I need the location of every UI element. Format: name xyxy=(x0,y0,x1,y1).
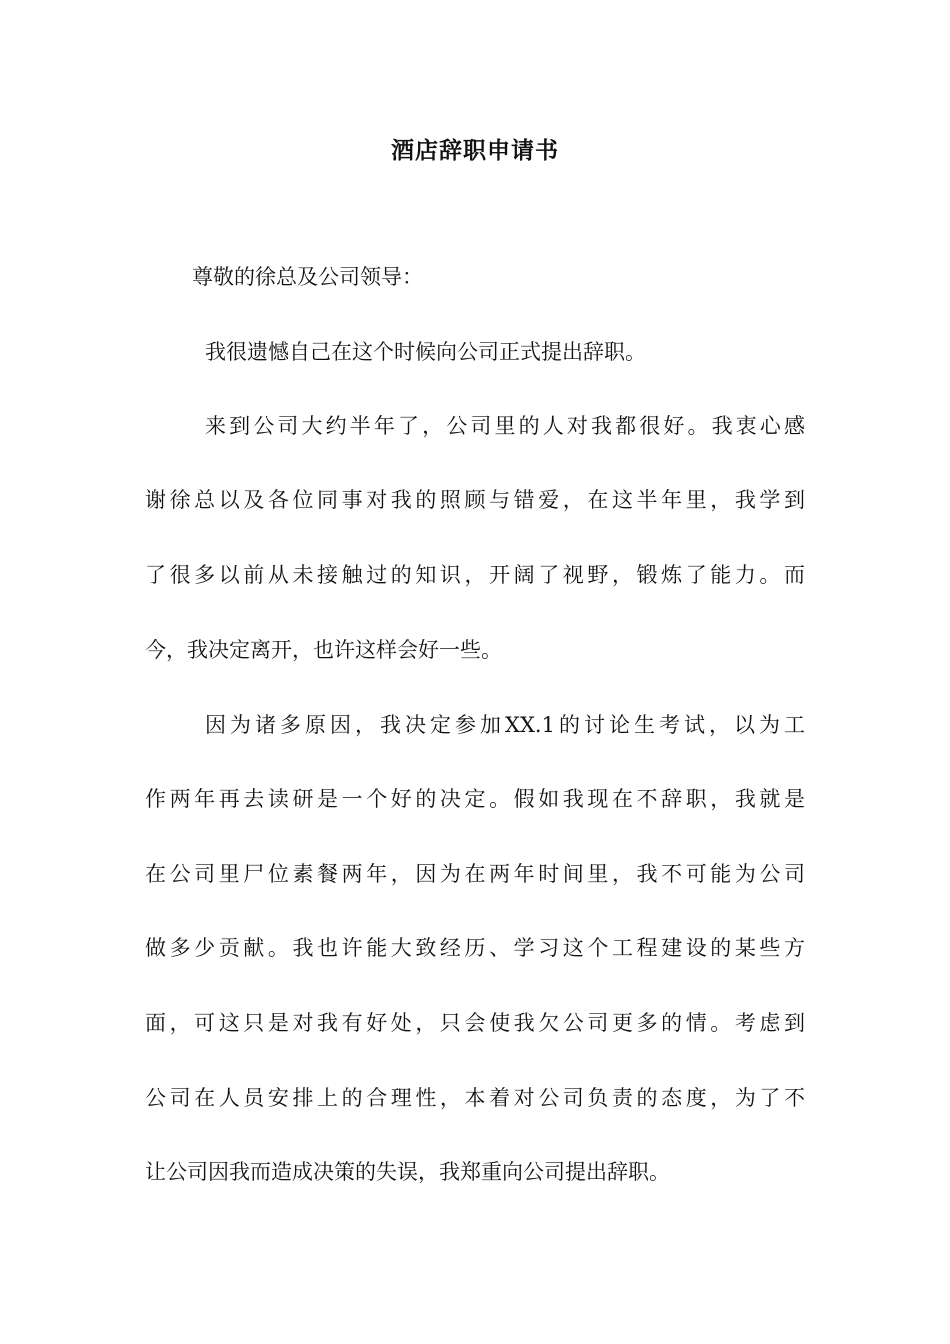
paragraph-line: 来到公司大约半年了，公司里的人对我都很好。我衷心感 xyxy=(205,414,805,438)
paragraph-line: 在公司里尸位素餐两年，因为在两年时间里，我不可能为公司 xyxy=(145,862,805,886)
paragraph-line: 我很遗憾自己在这个时候向公司正式提出辞职。 xyxy=(205,340,646,364)
paragraph-line: 谢徐总以及各位同事对我的照顾与错爱，在这半年里，我学到 xyxy=(145,488,805,512)
salutation: 尊敬的徐总及公司领导： xyxy=(192,265,423,289)
paragraph-line: 了很多以前从未接触过的知识，开阔了视野，锻炼了能力。而 xyxy=(145,563,805,587)
document-title: 酒店辞职申请书 xyxy=(391,137,559,164)
paragraph-line: 因为诸多原因，我决定参加XX.1的讨论生考试，以为工 xyxy=(205,713,805,737)
paragraph-line: 公司在人员安排上的合理性，本着对公司负责的态度，为了不 xyxy=(145,1086,805,1110)
paragraph-line: 做多少贡献。我也许能大致经历、学习这个工程建设的某些方 xyxy=(145,936,805,960)
paragraph-line: 面，可这只是对我有好处，只会使我欠公司更多的情。考虑到 xyxy=(145,1011,805,1035)
paragraph-line: 让公司因我而造成决策的失误，我郑重向公司提出辞职。 xyxy=(145,1160,670,1184)
paragraph-line: 今，我决定离开，也许这样会好一些。 xyxy=(145,638,502,662)
paragraph-line: 作两年再去读研是一个好的决定。假如我现在不辞职，我就是 xyxy=(145,787,805,811)
